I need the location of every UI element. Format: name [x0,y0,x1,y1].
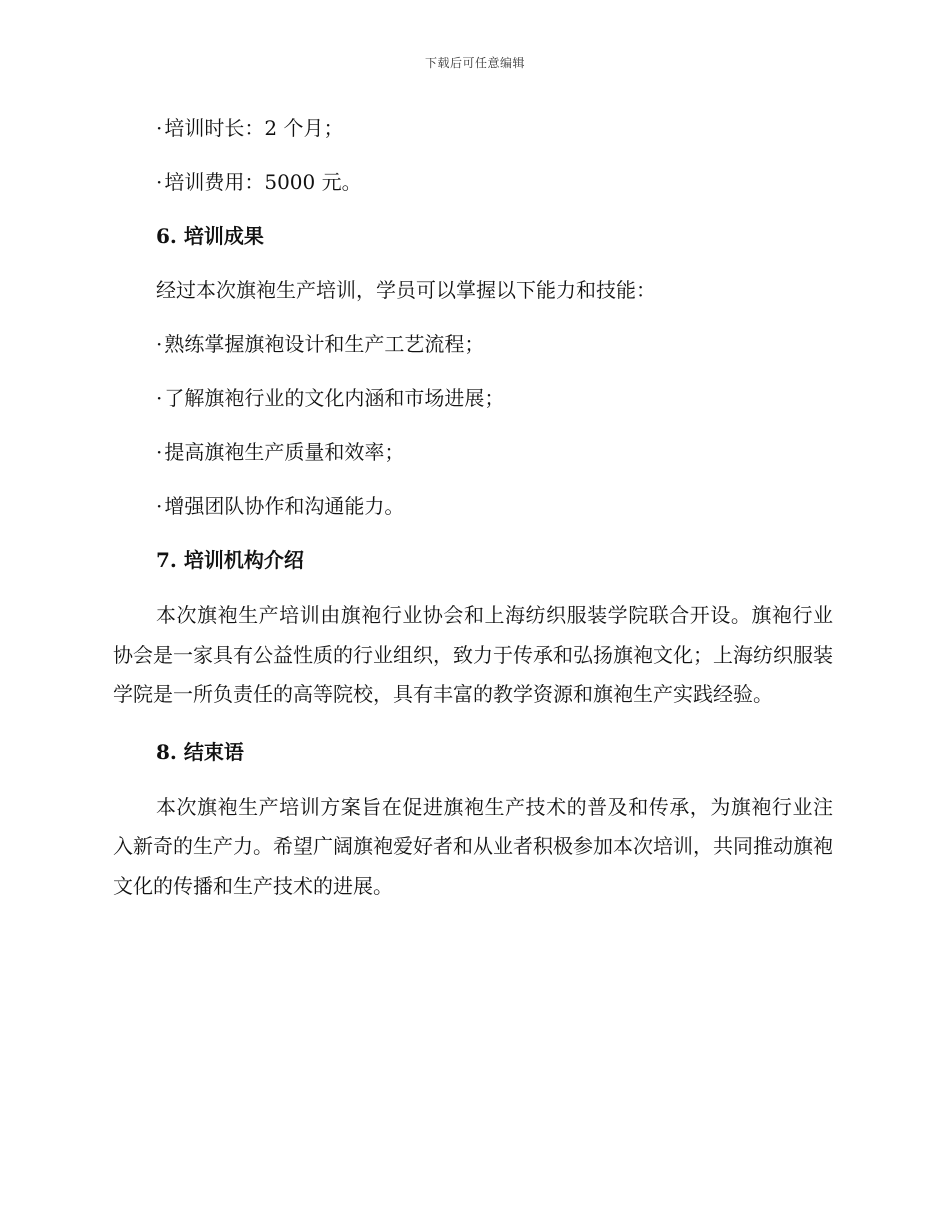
list-item-duration [113,110,833,146]
bullet-icon: · [156,494,163,518]
bullet-icon: · [156,332,163,356]
page-header: 下载后可任意编辑 [424,56,525,70]
list-item-text: 提高旗袍生产质量和效率； [164,440,405,464]
paragraph-institution: 本次旗袍生产培训由旗袍行业协会和上海纺织服装学院联合开设。旗袍行业协会是一家具有公益性质的行业组织，致力于传承和弘扬旗袍文化；上海纺织服装学院是一所负责任的高等院校，具有丰富的教学资源和旗袍生产实践经验。 [113,603,833,706]
paragraph-conclusion: 本次旗袍生产培训方案旨在促进旗袍生产技术的普及和传承，为旗袍行业注入新奇的生产力。希望广阔旗袍爱好者和从业者积极参加本次培训，共同推动旗袍文化的传播和生产技术的进展。 [113,794,833,898]
bullet-icon: · [156,116,163,140]
section-heading-6: 6. 培训成果 [156,224,264,248]
list-item-skill-1 [113,326,833,362]
bullet-icon: · [156,386,163,410]
list-item-text: 培训时长：2 个月； [164,116,344,140]
list-item-text: 培训费用：5000 元。 [164,170,362,194]
document-body [113,110,833,906]
section-heading-7: 7. 培训机构介绍 [156,548,304,572]
list-item-skill-4 [113,488,833,524]
section-intro-6: 经过本次旗袍生产培训，学员可以掌握以下能力和技能： [156,278,656,302]
list-item-text: 增强团队协作和沟通能力。 [164,494,405,518]
list-item-skill-3 [113,434,833,470]
list-item-skill-2 [113,380,833,416]
section-heading-8: 8. 结束语 [156,739,244,764]
list-item-text: 熟练掌握旗袍设计和生产工艺流程； [164,332,485,356]
bullet-icon: · [156,440,163,464]
list-item-fee [113,164,833,200]
list-item-text: 了解旗袍行业的文化内涵和市场进展； [164,386,505,410]
bullet-icon: · [156,170,163,194]
